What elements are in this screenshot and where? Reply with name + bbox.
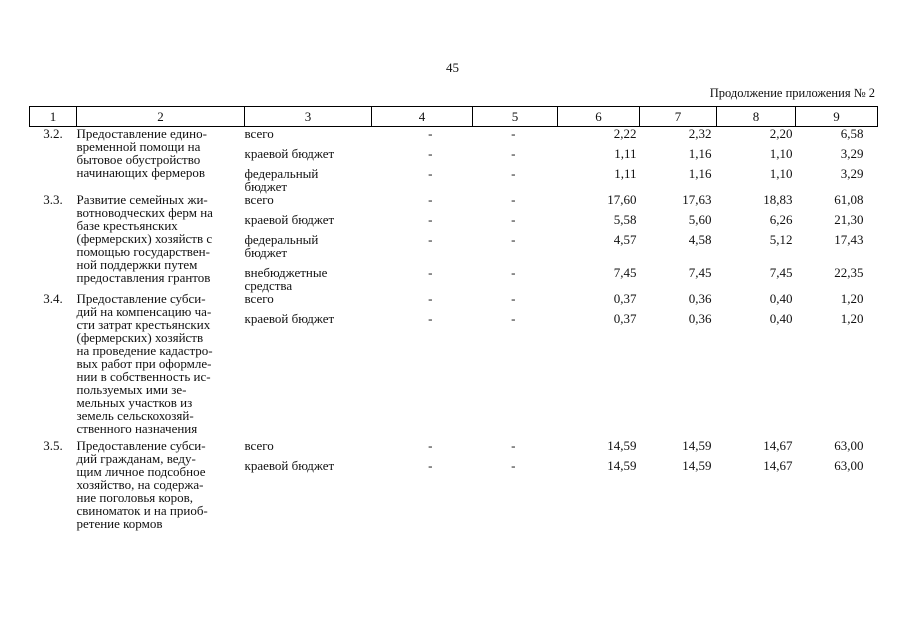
values-column-5 — [473, 127, 558, 194]
column-header-1: 1 — [30, 107, 77, 127]
column-header-6: 6 — [558, 107, 640, 127]
value-9: 21,30 — [834, 212, 864, 227]
value-4: - — [428, 291, 433, 306]
values-column-8 — [717, 439, 796, 530]
value-4: - — [428, 166, 433, 181]
value-9: 3,29 — [840, 166, 864, 181]
value-9: 61,08 — [834, 192, 864, 207]
funding-sources — [245, 193, 372, 292]
value-5: - — [511, 166, 516, 181]
value-9: 1,20 — [840, 291, 864, 306]
value-5: - — [511, 192, 516, 207]
value-7: 1,16 — [688, 166, 712, 181]
value-5: - — [511, 146, 516, 161]
funding-source-label: краевой бюджет — [244, 146, 335, 161]
measure-name — [77, 292, 245, 439]
table-row — [30, 439, 878, 530]
measure-name — [77, 127, 245, 194]
values-column-5 — [473, 439, 558, 530]
values-column-8 — [717, 193, 796, 292]
value-6: 0,37 — [613, 311, 637, 326]
value-8: 5,12 — [769, 232, 793, 247]
measure-name — [77, 439, 245, 530]
value-8: 18,83 — [763, 192, 793, 207]
appendix-continuation-note: Продолжение приложения № 2 — [709, 86, 875, 100]
value-5: - — [511, 126, 516, 141]
values-column-7 — [640, 292, 717, 439]
funding-source-label: краевой бюджет — [244, 311, 335, 326]
row-number: 3.4. — [43, 291, 63, 306]
values-column-7 — [640, 127, 717, 194]
values-column-6 — [558, 439, 640, 530]
program-table — [29, 106, 878, 530]
row-number: 3.3. — [43, 192, 63, 207]
column-header-2: 2 — [77, 107, 245, 127]
values-column-4 — [372, 292, 473, 439]
value-4: - — [428, 438, 433, 453]
funding-source-label: краевой бюджет — [244, 458, 335, 473]
value-6: 0,37 — [613, 291, 637, 306]
values-column-6 — [558, 193, 640, 292]
value-7: 14,59 — [682, 458, 712, 473]
table-row — [30, 127, 878, 194]
value-7: 4,58 — [688, 232, 712, 247]
value-5: - — [511, 438, 516, 453]
value-5: - — [511, 311, 516, 326]
value-7: 5,60 — [688, 212, 712, 227]
value-8: 6,26 — [769, 212, 793, 227]
values-column-4 — [372, 193, 473, 292]
values-column-8 — [717, 292, 796, 439]
measure-name-text: Предоставление субси- дий гражданам, веду- щим личное подсобное хозяйство, на содержа- ние поголовья коров, свиноматок и на приоб- ретение кормов — [76, 438, 208, 531]
value-6: 5,58 — [613, 212, 637, 227]
funding-source-label: всего — [244, 438, 274, 453]
value-6: 2,22 — [613, 126, 637, 141]
value-5: - — [511, 458, 516, 473]
value-5: - — [511, 212, 516, 227]
value-4: - — [428, 265, 433, 280]
value-6: 4,57 — [613, 232, 637, 247]
funding-sources — [245, 439, 372, 530]
values-column-5 — [473, 292, 558, 439]
value-9: 3,29 — [840, 146, 864, 161]
table-row — [30, 292, 878, 439]
value-7: 17,63 — [682, 192, 712, 207]
values-column-4 — [372, 439, 473, 530]
value-8: 1,10 — [769, 146, 793, 161]
value-6: 17,60 — [607, 192, 637, 207]
value-6: 1,11 — [614, 166, 637, 181]
value-5: - — [511, 291, 516, 306]
value-6: 7,45 — [613, 265, 637, 280]
measure-name-text: Предоставление едино- временной помощи на бытовое обустройство начинающих фермеров — [76, 126, 207, 180]
values-column-9 — [796, 439, 878, 530]
values-column-6 — [558, 127, 640, 194]
value-8: 7,45 — [769, 265, 793, 280]
value-5: - — [511, 232, 516, 247]
funding-sources — [245, 127, 372, 194]
funding-source-label: федеральный бюджет — [244, 232, 319, 260]
funding-source-label: всего — [244, 192, 274, 207]
page-number: 45 — [446, 60, 459, 75]
value-7: 2,32 — [688, 126, 712, 141]
funding-source-label: внебюджетные средства — [244, 265, 328, 293]
values-column-5 — [473, 193, 558, 292]
value-9: 22,35 — [834, 265, 864, 280]
funding-sources — [245, 292, 372, 439]
values-column-9 — [796, 292, 878, 439]
value-7: 0,36 — [688, 311, 712, 326]
value-9: 6,58 — [840, 126, 864, 141]
value-6: 1,11 — [614, 146, 637, 161]
value-9: 63,00 — [834, 458, 864, 473]
funding-source-label: федеральный бюджет — [244, 166, 319, 194]
row-number: 3.2. — [43, 126, 63, 141]
values-column-7 — [640, 193, 717, 292]
column-header-3: 3 — [245, 107, 372, 127]
value-5: - — [511, 265, 516, 280]
value-8: 0,40 — [769, 311, 793, 326]
funding-source-label: краевой бюджет — [244, 212, 335, 227]
value-9: 63,00 — [834, 438, 864, 453]
column-header-7: 7 — [640, 107, 717, 127]
value-4: - — [428, 212, 433, 227]
funding-source-label: всего — [244, 291, 274, 306]
values-column-7 — [640, 439, 717, 530]
value-9: 1,20 — [840, 311, 864, 326]
value-4: - — [428, 192, 433, 207]
value-4: - — [428, 126, 433, 141]
table-row — [30, 193, 878, 292]
values-column-6 — [558, 292, 640, 439]
value-7: 1,16 — [688, 146, 712, 161]
value-7: 14,59 — [682, 438, 712, 453]
value-4: - — [428, 232, 433, 247]
funding-source-label: всего — [244, 126, 274, 141]
measure-name-text: Предоставление субси- дий на компенсацию ча- сти затрат крестьянских (фермерских) хозяйств на проведение кадастро- вых работ при оформле- нии в собственность ис- пользуемых ими зе- мельных участков из земель сельскохозяй- ственного назначения — [76, 291, 213, 436]
value-4: - — [428, 311, 433, 326]
column-header-8: 8 — [717, 107, 796, 127]
column-header-4: 4 — [372, 107, 473, 127]
value-9: 17,43 — [834, 232, 864, 247]
header-row — [30, 107, 878, 127]
value-8: 14,67 — [763, 458, 793, 473]
value-4: - — [428, 146, 433, 161]
values-column-9 — [796, 127, 878, 194]
measure-name-text: Развитие семейных жи- вотноводческих ферм на базе крестьянских (фермерских) хозяйств с помощью государствен- ной поддержки путем предоставления грантов — [76, 192, 213, 285]
value-7: 7,45 — [688, 265, 712, 280]
column-header-5: 5 — [473, 107, 558, 127]
value-6: 14,59 — [607, 458, 637, 473]
values-column-9 — [796, 193, 878, 292]
value-6: 14,59 — [607, 438, 637, 453]
value-8: 14,67 — [763, 438, 793, 453]
values-column-8 — [717, 127, 796, 194]
column-header-9: 9 — [796, 107, 878, 127]
value-7: 0,36 — [688, 291, 712, 306]
values-column-4 — [372, 127, 473, 194]
value-8: 1,10 — [769, 166, 793, 181]
row-number: 3.5. — [43, 438, 63, 453]
value-4: - — [428, 458, 433, 473]
value-8: 2,20 — [769, 126, 793, 141]
measure-name — [77, 193, 245, 292]
value-8: 0,40 — [769, 291, 793, 306]
